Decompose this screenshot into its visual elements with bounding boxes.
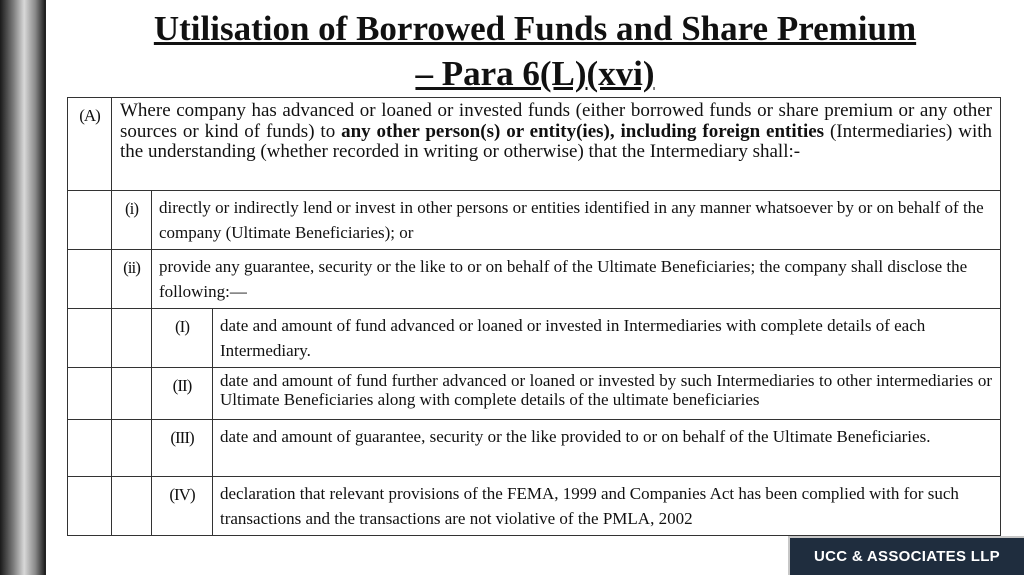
row-label-ii: (ii) xyxy=(112,250,152,309)
disclosure-IV-text: declaration that relevant provisions of the FEMA, 1999 and Companies Act has been complied with for such transactions and the transactions are not violative of the PMLA, 2002 xyxy=(213,477,1001,536)
disclosure-III-text: date and amount of guarantee, security or the like provided to or on behalf of the Ultimate Beneficiaries. xyxy=(213,420,1001,477)
table-row-ii xyxy=(68,250,1001,309)
empty-cell xyxy=(68,250,112,309)
empty-cell xyxy=(68,477,112,536)
section-a-text-bold: any other person(s) or entity(ies), including foreign entities xyxy=(341,120,825,142)
footer-brand-badge: UCC & ASSOCIATES LLP xyxy=(788,536,1024,575)
disclosure-II-text: date and amount of fund further advanced or loaned or invested by such Intermediaries to other intermediaries or Ultimate Beneficiaries along with complete details of the ultimate beneficiaries xyxy=(213,368,1001,420)
empty-cell xyxy=(68,191,112,250)
left-decorative-bar xyxy=(0,0,44,575)
page-title-line-1: Utilisation of Borrowed Funds and Share Premium xyxy=(153,9,917,48)
row-label-I: (I) xyxy=(152,309,213,368)
empty-cell xyxy=(68,368,112,420)
table-row-I xyxy=(68,309,1001,368)
disclosure-I-text: date and amount of fund advanced or loaned or invested in Intermediaries with complete details of each Intermediary. xyxy=(213,309,1001,368)
section-a-text-part2: (Intermediaries) with the understanding (whether recorded in writing or otherwise) that the Intermediary shall:- xyxy=(120,120,992,162)
item-ii-text: provide any guarantee, security or the like to or on behalf of the Ultimate Beneficiaries; the company shall disclose the following:— xyxy=(152,250,1001,309)
table-row-a xyxy=(68,98,1001,191)
empty-cell xyxy=(112,477,152,536)
section-a-text xyxy=(112,98,1001,191)
row-label-II: (II) xyxy=(152,368,213,420)
disclosure-table xyxy=(67,97,1001,536)
item-i-text: directly or indirectly lend or invest in other persons or entities identified in any manner whatsoever by or on behalf of the company (Ultimate Beneficiaries); or xyxy=(152,191,1001,250)
row-label-IV: (IV) xyxy=(152,477,213,536)
page-title-line-2: – Para 6(L)(xvi) xyxy=(415,54,655,93)
empty-cell xyxy=(112,309,152,368)
empty-cell xyxy=(68,309,112,368)
left-divider-line xyxy=(44,0,46,575)
row-label-III: (III) xyxy=(152,420,213,477)
section-a-text-part1: Where company has advanced or loaned or invested funds (either borrowed funds or share premium or any other sources or kind of funds) to xyxy=(120,100,992,142)
table-row-IV xyxy=(68,477,1001,536)
table-row-i xyxy=(68,191,1001,250)
empty-cell xyxy=(112,420,152,477)
row-label-i: (i) xyxy=(112,191,152,250)
row-label-a: (A) xyxy=(68,98,112,191)
table-row-II xyxy=(68,368,1001,420)
table-row-III xyxy=(68,420,1001,477)
empty-cell xyxy=(68,420,112,477)
empty-cell xyxy=(112,368,152,420)
